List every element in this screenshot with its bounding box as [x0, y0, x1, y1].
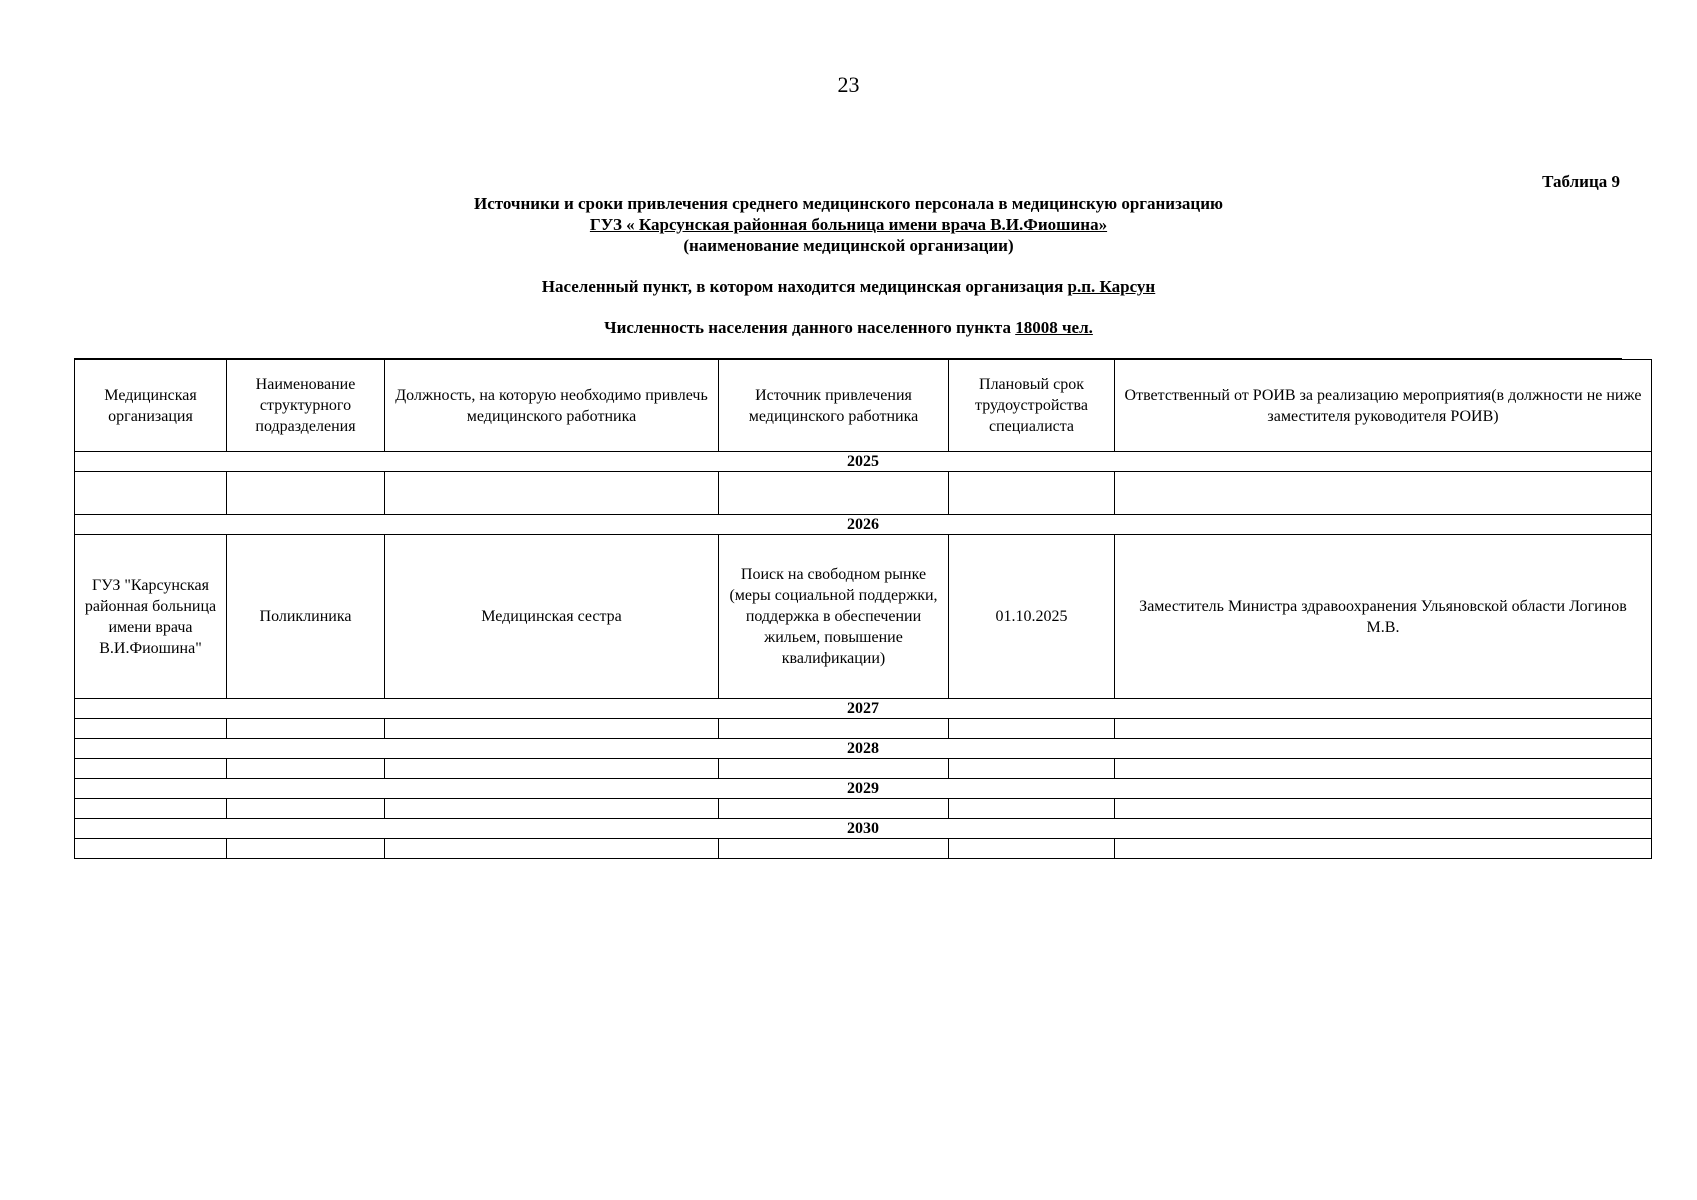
empty-cell: [719, 839, 949, 859]
locality-line: [0, 276, 1697, 297]
table-row: [75, 719, 1652, 739]
table-label: Таблица 9: [1542, 172, 1620, 191]
header-source: Источник привлечения медицинского работника: [719, 360, 949, 452]
empty-cell: [1115, 799, 1652, 819]
population-value: 18008 чел.: [1015, 318, 1093, 337]
header-date: Плановый срок трудоустройства специалиста: [949, 360, 1115, 452]
population-label: Численность населения данного населенного пункта: [604, 318, 1011, 337]
empty-cell: [385, 839, 719, 859]
empty-cell: [385, 719, 719, 739]
empty-cell: [75, 799, 227, 819]
organization-caption: (наименование медицинской организации): [683, 236, 1014, 255]
empty-cell: [75, 839, 227, 859]
empty-cell: [385, 759, 719, 779]
year-row: [75, 779, 1652, 799]
empty-cell: [1115, 472, 1652, 515]
empty-cell: [949, 719, 1115, 739]
empty-cell: [719, 799, 949, 819]
cell-responsible: Заместитель Министра здравоохранения Ульяновской области Логинов М.В.: [1115, 535, 1652, 699]
table-row: [75, 472, 1652, 515]
empty-cell: [1115, 719, 1652, 739]
empty-cell: [1115, 839, 1652, 859]
table-row: [75, 799, 1652, 819]
cell-date: 01.10.2025: [949, 535, 1115, 699]
year-2030: 2030: [75, 819, 1652, 839]
empty-cell: [949, 472, 1115, 515]
table-row: [75, 839, 1652, 859]
empty-cell: [719, 472, 949, 515]
year-row: [75, 739, 1652, 759]
header-department: Наименование структурного подразделения: [227, 360, 385, 452]
cell-position: Медицинская сестра: [385, 535, 719, 699]
table-row: [75, 759, 1652, 779]
document-title: Источники и сроки привлечения среднего медицинского персонала в медицинскую организацию: [473, 194, 1224, 213]
empty-cell: [227, 799, 385, 819]
organization-name: ГУЗ « Карсунская районная больница имени врача В.И.Фиошина»: [589, 215, 1108, 234]
cell-department: Поликлиника: [227, 535, 385, 699]
header-organization: Медицинская организация: [75, 360, 227, 452]
empty-cell: [949, 799, 1115, 819]
cell-source: Поиск на свободном рынке (меры социальной поддержки, поддержка в обеспечении жильем, повышение квалификации): [719, 535, 949, 699]
empty-cell: [385, 799, 719, 819]
header-position: Должность, на которую необходимо привлечь медицинского работника: [385, 360, 719, 452]
empty-cell: [1115, 759, 1652, 779]
year-row: [75, 452, 1652, 472]
empty-cell: [227, 472, 385, 515]
staffing-table: [74, 359, 1652, 859]
empty-cell: [719, 759, 949, 779]
population-line: [0, 317, 1697, 338]
empty-cell: [385, 472, 719, 515]
cell-organization: ГУЗ "Карсунская районная больница имени врача В.И.Фиошина": [75, 535, 227, 699]
locality-label: Населенный пункт, в котором находится медицинская организация: [541, 277, 1064, 296]
locality-value: р.п. Карсун: [1067, 277, 1156, 296]
page-number: 23: [837, 72, 860, 97]
empty-cell: [949, 759, 1115, 779]
year-row: [75, 515, 1652, 535]
empty-cell: [227, 719, 385, 739]
header-row: [75, 360, 1652, 452]
empty-cell: [75, 719, 227, 739]
year-2029: 2029: [75, 779, 1652, 799]
empty-cell: [75, 472, 227, 515]
year-row: [75, 699, 1652, 719]
year-2025: 2025: [75, 452, 1652, 472]
empty-cell: [719, 719, 949, 739]
header-responsible: Ответственный от РОИВ за реализацию мероприятия(в должности не ниже заместителя руководителя РОИВ): [1115, 360, 1652, 452]
year-2028: 2028: [75, 739, 1652, 759]
empty-cell: [227, 759, 385, 779]
empty-cell: [949, 839, 1115, 859]
empty-cell: [227, 839, 385, 859]
year-row: [75, 819, 1652, 839]
year-2026: 2026: [75, 515, 1652, 535]
year-2027: 2027: [75, 699, 1652, 719]
table-row: [75, 535, 1652, 699]
empty-cell: [75, 759, 227, 779]
